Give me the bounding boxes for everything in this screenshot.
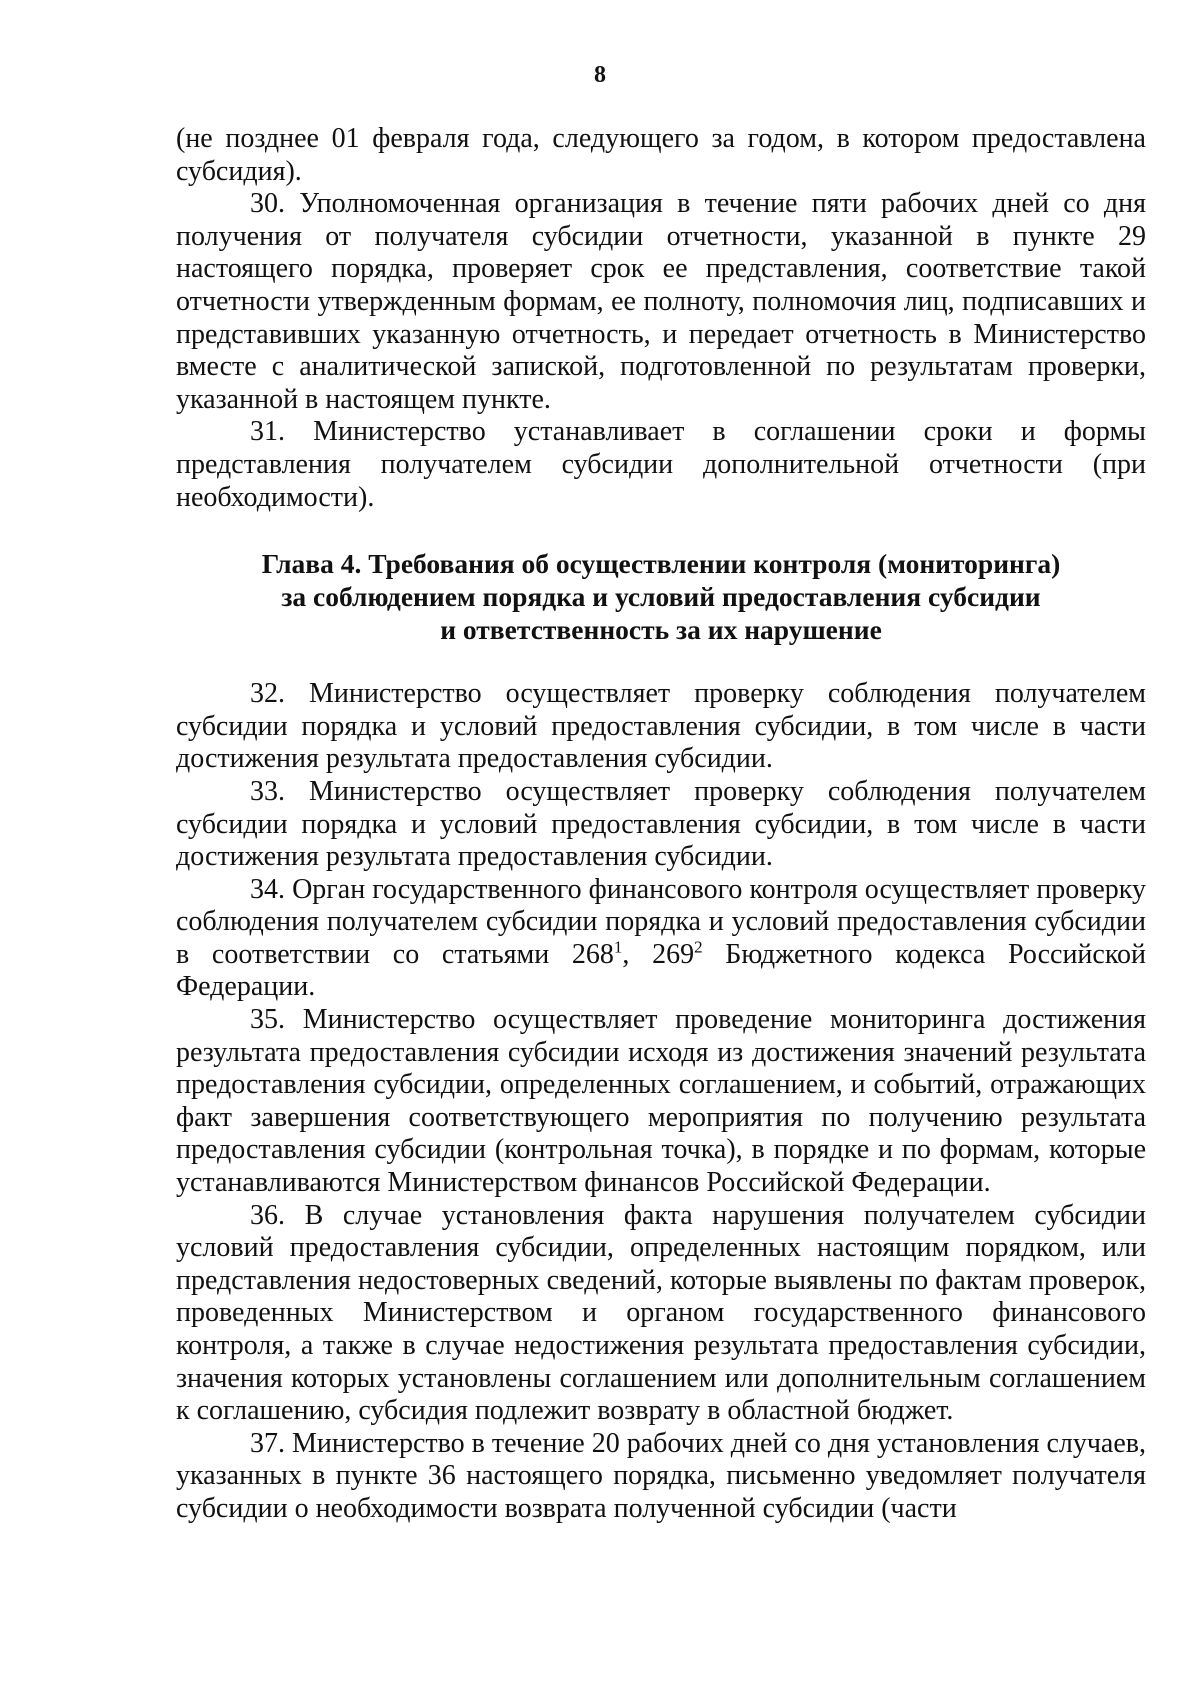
paragraph-intro: (не позднее 01 февраля года, следующего за годом, в котором предоставлена субсидия).	[176, 123, 1146, 187]
document-body	[176, 123, 1146, 1526]
chapter-heading	[176, 547, 1146, 646]
chapter-heading-line-2: за соблюдением порядка и условий предоставления субсидии	[281, 581, 1041, 613]
paragraph-36: 36. В случае установления факта нарушения получателем субсидии условий предоставления субсидии, определенных настоящим порядком, или представления недостоверных сведений, которые выявлены по фактам проверок, проведенных Министерством и органом государственного финансового контроля, а также в случае недостижения результата предоставления субсидии, значения которых установлены соглашением или дополнительным соглашением к соглашению, субсидия подлежит возврату в областной бюджет.	[176, 1199, 1146, 1427]
chapter-heading-line-3: и ответственность за их нарушение	[440, 614, 882, 646]
paragraph-32: 32. Министерство осуществляет проверку соблюдения получателем субсидии порядка и условий предоставления субсидии, в том числе в части достижения результата предоставления субсидии.	[176, 678, 1146, 775]
chapter-heading-line-1: Глава 4. Требования об осуществлении контроля (мониторинга)	[261, 548, 1061, 580]
paragraph-34-text-2: , 269	[622, 938, 695, 970]
superscript-article-269: 2	[694, 937, 703, 957]
paragraph-35: 35. Министерство осуществляет проведение мониторинга достижения результата предоставления субсидии исходя из достижения значений результата предоставления субсидии, определенных соглашением, и событий, отражающих факт завершения соответствующего мероприятия по получению результата предоставления субсидии (контрольная точка), в порядке и по формам, которые устанавливаются Министерством финансов Российской Федерации.	[176, 1004, 1146, 1199]
paragraph-31: 31. Министерство устанавливает в соглашении сроки и формы представления получателем субсидии дополнительной отчетности (при необходимости).	[176, 416, 1146, 513]
superscript-article-268: 1	[613, 937, 623, 957]
paragraph-34	[176, 874, 1146, 1004]
paragraph-34-text-1: 34. Орган государственного финансового контроля осуществляет проверку соблюдения получателем субсидии порядка и условий предоставления субсидии в соответствии со статьями 268	[176, 873, 1146, 970]
page-number: 8	[594, 62, 606, 88]
paragraph-30: 30. Уполномоченная организация в течение пяти рабочих дней со дня получения от получателя субсидии отчетности, указанной в пункте 29 настоящего порядка, проверяет срок ее представления, соответствие такой отчетности утвержденным формам, ее полноту, полномочия лиц, подписавших и представивших указанную отчетность, и передает отчетность в Министерство вместе с аналитической запиской, подготовленной по результатам проверки, указанной в настоящем пункте.	[176, 188, 1146, 415]
paragraph-34-text-3: Бюджетного кодекса Российской Федерации.	[176, 938, 1147, 1003]
paragraph-33: 33. Министерство осуществляет проверку соблюдения получателем субсидии порядка и условий предоставления субсидии, в том числе в части достижения результата предоставления субсидии.	[176, 775, 1146, 873]
paragraph-37: 37. Министерство в течение 20 рабочих дней со дня установления случаев, указанных в пункте 36 настоящего порядка, письменно уведомляет получателя субсидии о необходимости возврата полученной субсидии (части	[176, 1427, 1146, 1524]
